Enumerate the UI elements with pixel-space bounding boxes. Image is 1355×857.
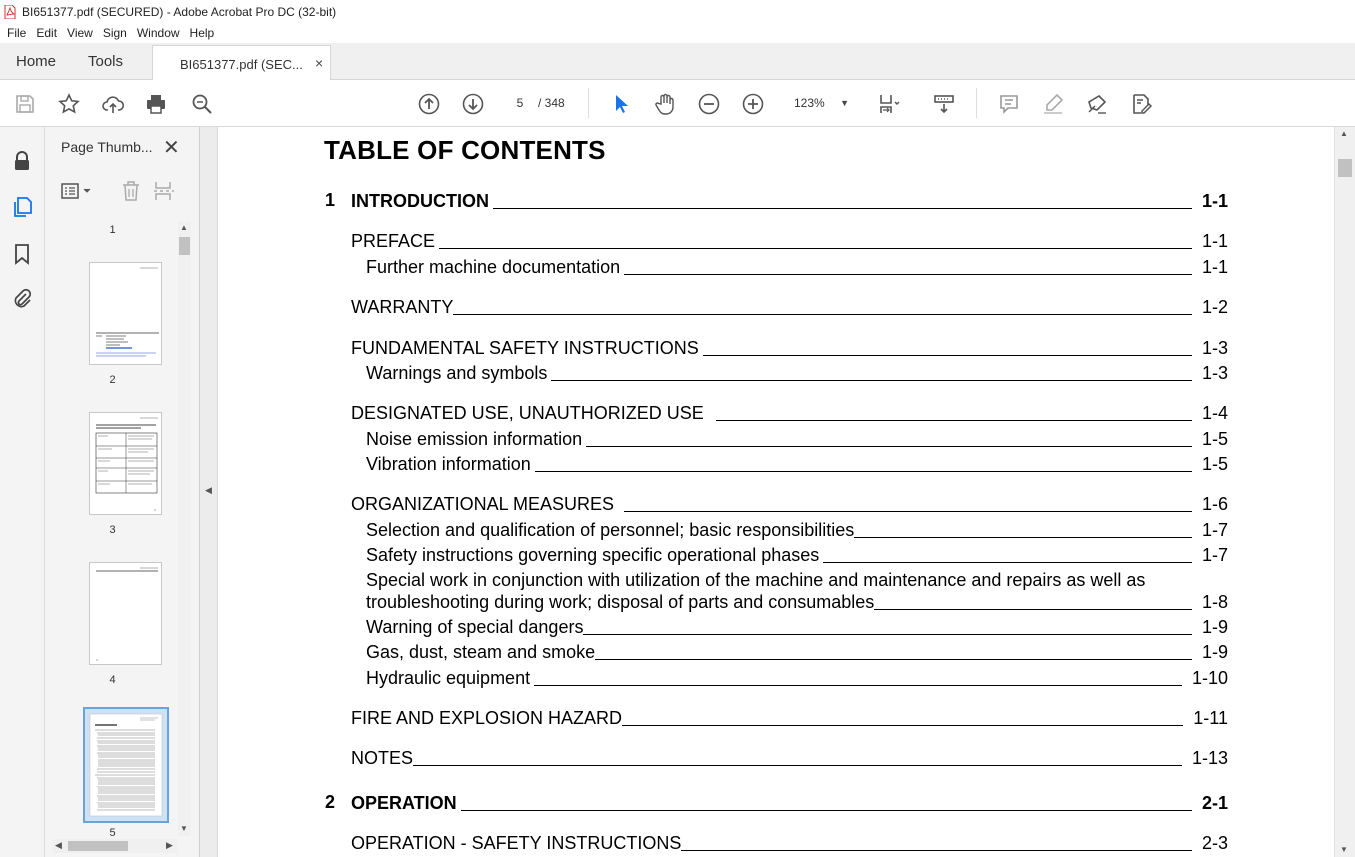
page-total: / 348 — [538, 96, 565, 110]
toc-entry[interactable]: PREFACE 1-1 — [351, 231, 1228, 251]
select-cursor-icon[interactable] — [608, 91, 634, 117]
toc-entry[interactable]: Further machine documentation 1-1 — [366, 257, 1228, 277]
highlight-pen-icon[interactable] — [1040, 91, 1066, 117]
toc-entry[interactable]: Noise emission information 1-5 — [366, 429, 1228, 449]
sign-pen-icon[interactable] — [1084, 91, 1110, 117]
menu-file[interactable]: File — [7, 26, 27, 40]
attachment-paperclip-icon[interactable] — [10, 287, 34, 311]
acrobat-pdf-icon — [4, 5, 16, 19]
toolbar-divider — [588, 88, 589, 118]
window-titlebar — [0, 0, 1355, 23]
thumbnail-list — [45, 221, 180, 836]
next-page-icon[interactable] — [460, 91, 486, 117]
tab-close-icon[interactable]: × — [315, 55, 324, 71]
toc-entry[interactable]: FIRE AND EXPLOSION HAZARD 1-11 — [351, 708, 1228, 728]
scroll-up-icon[interactable]: ▲ — [180, 223, 188, 232]
toc-entry[interactable]: ORGANIZATIONAL MEASURES 1-6 — [351, 494, 1228, 514]
scrollbar-thumb[interactable] — [1338, 159, 1352, 177]
toolbar-divider — [976, 88, 977, 118]
thumbnail-label: 5 — [109, 827, 116, 836]
tab-tools[interactable]: Tools — [88, 53, 124, 70]
thumbnail-label: 2 — [109, 374, 116, 386]
delete-trash-icon[interactable] — [119, 179, 143, 203]
toc-entry[interactable]: Gas, dust, steam and smoke 1-9 — [366, 642, 1228, 662]
tab-bar — [0, 43, 1355, 80]
zoom-search-icon[interactable] — [189, 91, 215, 117]
page-number-input[interactable]: 5 — [516, 96, 524, 110]
previous-page-icon[interactable] — [416, 91, 442, 117]
toc-entry[interactable]: Special work in conjunction with utilization of the machine and maintenance and repairs as well as — [366, 570, 1146, 590]
thumbnail-page-3[interactable] — [89, 412, 162, 515]
save-icon[interactable] — [12, 91, 38, 117]
panel-close-icon[interactable]: ✕ — [163, 137, 180, 159]
extract-pages-icon[interactable] — [151, 179, 175, 203]
menu-sign[interactable]: Sign — [102, 26, 127, 40]
menu-window[interactable]: Window — [136, 26, 180, 40]
toc-entry[interactable]: Warnings and symbols 1-3 — [366, 363, 1228, 383]
panel-collapse-strip — [200, 127, 218, 857]
toc-entry[interactable]: Hydraulic equipment 1-10 — [366, 668, 1228, 688]
toc-entry[interactable]: 2 OPERATION 2-1 — [325, 792, 1228, 813]
comment-icon[interactable] — [996, 91, 1022, 117]
menu-view[interactable]: View — [67, 26, 93, 40]
thumbnail-scrollbar[interactable] — [178, 221, 191, 836]
thumbnail-horizontal-scrollbar[interactable] — [53, 839, 177, 853]
thumbnail-options-icon[interactable] — [59, 179, 95, 203]
thumbnail-page-5-selected[interactable] — [83, 707, 169, 823]
toc-entry[interactable]: troubleshooting during work; disposal of parts and consumables 1-8 — [366, 592, 1228, 612]
page-thumbnails-icon[interactable] — [10, 195, 34, 219]
left-rail — [0, 127, 45, 857]
toc-entry[interactable]: WARRANTY 1-2 — [351, 297, 1228, 317]
scroll-right-icon[interactable]: ▶ — [166, 840, 173, 850]
page-thumbnails-panel — [45, 127, 200, 857]
scroll-down-icon[interactable]: ▼ — [180, 824, 188, 833]
toc-entry[interactable]: Warning of special dangers 1-9 — [366, 617, 1228, 637]
toc-entry[interactable]: Vibration information 1-5 — [366, 454, 1228, 474]
toc-entry[interactable]: OPERATION - SAFETY INSTRUCTIONS 2-3 — [351, 833, 1228, 853]
star-icon[interactable] — [56, 91, 82, 117]
tab-home[interactable]: Home — [16, 53, 57, 70]
thumbnail-page-4[interactable] — [89, 562, 162, 665]
zoom-level-value: 123% — [794, 96, 825, 110]
panel-toolbar — [59, 179, 179, 203]
panel-title: Page Thumb... — [61, 139, 153, 155]
print-icon[interactable] — [143, 91, 169, 117]
scroll-down-icon[interactable]: ▼ — [1340, 845, 1348, 854]
lock-icon[interactable] — [10, 149, 34, 173]
page-fit-icon[interactable] — [876, 91, 902, 117]
bookmark-icon[interactable] — [10, 242, 34, 266]
scrollbar-thumb[interactable] — [68, 841, 128, 851]
hand-tool-icon[interactable] — [652, 91, 678, 117]
menu-bar — [0, 23, 1355, 43]
document-scrollbar[interactable] — [1334, 127, 1355, 857]
tab-document[interactable] — [152, 45, 331, 81]
scrollbar-thumb[interactable] — [179, 237, 190, 255]
scroll-up-icon[interactable]: ▲ — [1340, 129, 1348, 138]
collapse-panel-icon[interactable]: ◀ — [205, 485, 212, 495]
toc-entry[interactable]: Safety instructions governing specific operational phases 1-7 — [366, 545, 1228, 565]
menu-help[interactable]: Help — [189, 26, 215, 40]
toc-entry[interactable]: Selection and qualification of personnel; basic responsibilities 1-7 — [366, 520, 1228, 540]
document-view — [218, 127, 1334, 857]
zoom-in-icon[interactable] — [740, 91, 766, 117]
thumbnail-page-2[interactable] — [89, 262, 162, 365]
toc-entry[interactable]: 1 INTRODUCTION 1-1 — [325, 190, 1228, 211]
main-toolbar — [0, 80, 1355, 127]
toc-entry[interactable]: NOTES 1-13 — [351, 748, 1228, 768]
thumbnail-label: 4 — [109, 674, 116, 686]
scroll-mode-icon[interactable] — [931, 91, 957, 117]
menu-edit[interactable]: Edit — [36, 26, 58, 40]
toc-entry[interactable]: DESIGNATED USE, UNAUTHORIZED USE 1-4 — [351, 403, 1228, 423]
toc-entry[interactable]: FUNDAMENTAL SAFETY INSTRUCTIONS 1-3 — [351, 338, 1228, 358]
scroll-left-icon[interactable]: ◀ — [55, 840, 62, 850]
tab-document-label: BI651377.pdf (SEC... — [180, 57, 303, 72]
edit-document-icon[interactable] — [1128, 91, 1154, 117]
page-heading: TABLE OF CONTENTS — [324, 135, 606, 165]
zoom-out-icon[interactable] — [696, 91, 722, 117]
thumbnail-label: 1 — [109, 224, 116, 236]
window-title: BI651377.pdf (SECURED) - Adobe Acrobat Pro DC (32-bit) — [22, 4, 337, 19]
upload-cloud-icon[interactable] — [100, 91, 126, 117]
thumbnail-label: 3 — [109, 524, 116, 536]
chevron-down-icon: ▼ — [840, 98, 849, 108]
zoom-level-dropdown[interactable] — [785, 91, 857, 115]
